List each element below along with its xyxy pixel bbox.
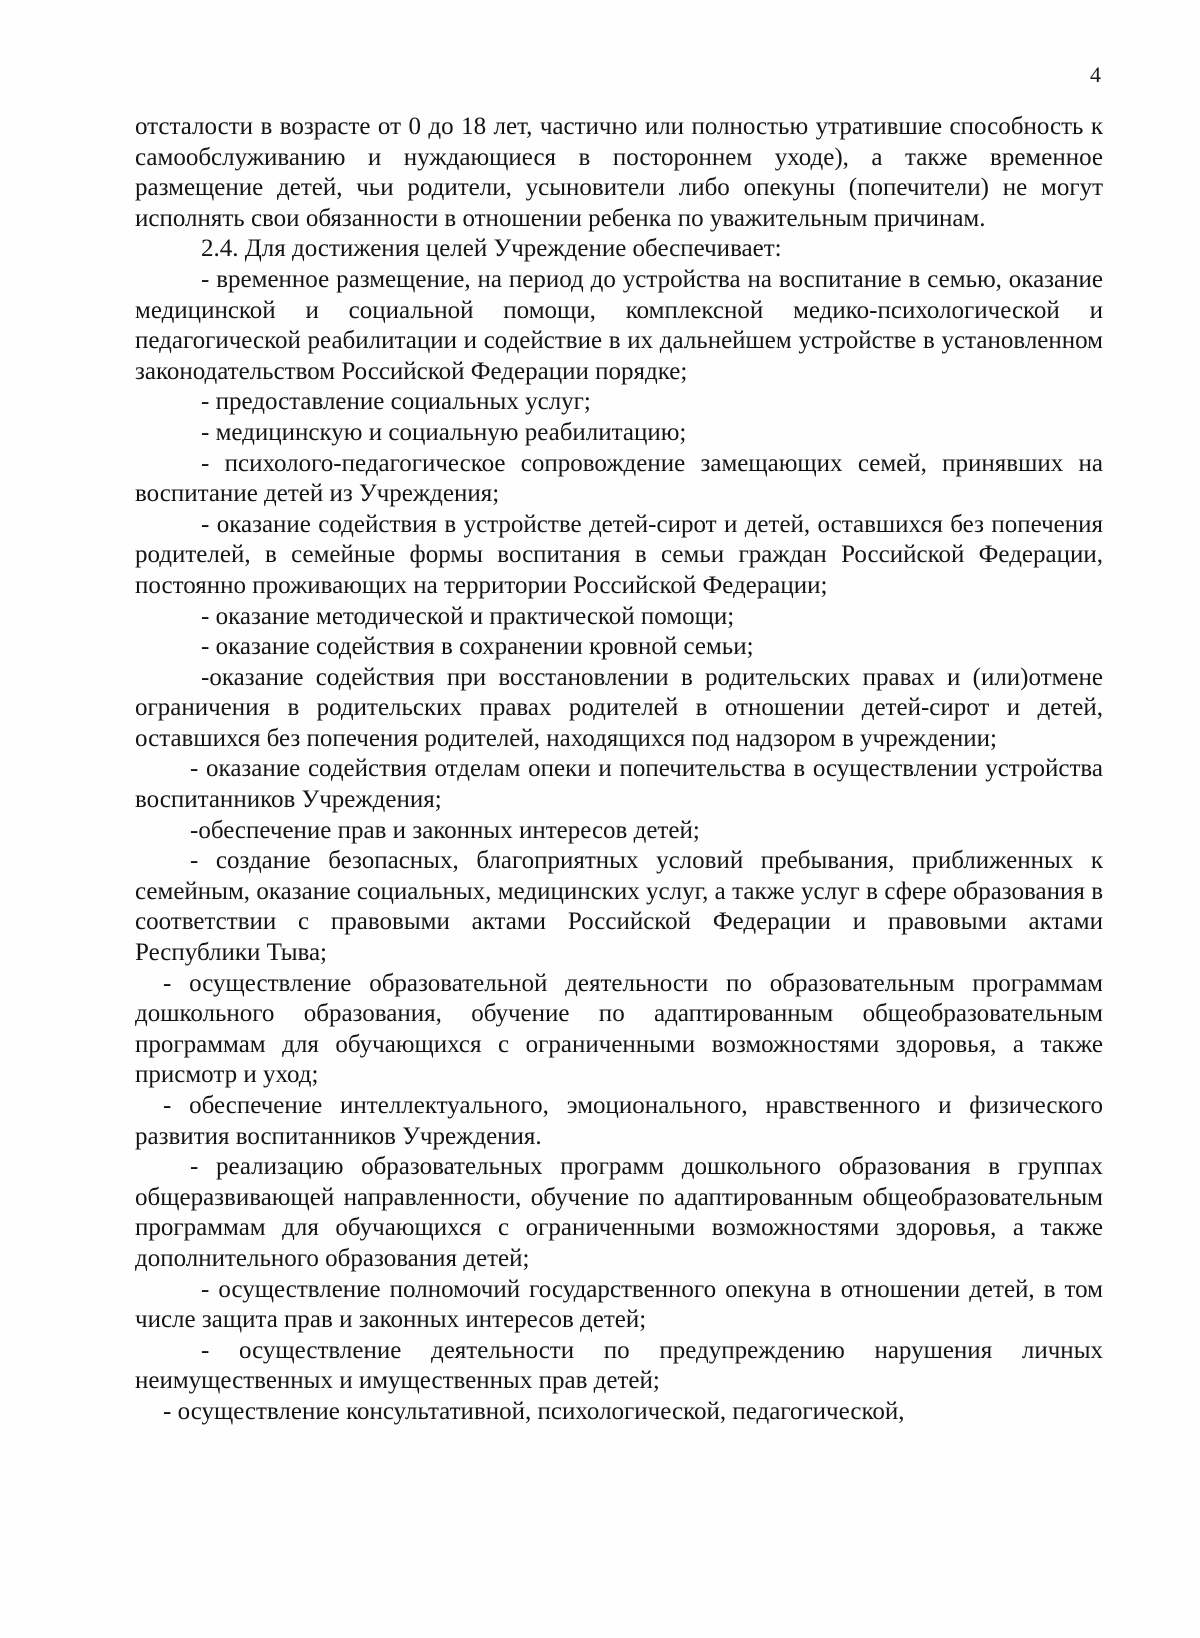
- list-item: -оказание содействия при восстановлении в родительских правах и (или)отмене ограничения в родительских правах родителей в отношении детей-сирот и детей, оставшихся без попечения родителей, находящихся под надзором в учреждении;: [135, 663, 1103, 752]
- list-item: - осуществление деятельности по предупреждению нарушения личных неимущественных и имущественных прав детей;: [135, 1336, 1103, 1395]
- list-item: - создание безопасных, благоприятных условий пребывания, приближенных к семейным, оказание социальных, медицинских услуг, а также услуг в сфере образования в соответствии с правовыми актами Российской Федерации и правовыми актами Республики Тыва;: [135, 847, 1103, 967]
- list-item: - осуществление консультативной, психологической, педагогической,: [163, 1397, 905, 1425]
- list-item: - реализацию образовательных программ дошкольного образования в группах общеразвивающей направленности, обучение по адаптированным общеобразовательным программам для обучающихся с ограниченными возможностями здоровья, а также дополнительного образования детей;: [135, 1153, 1103, 1272]
- list-item: - оказание содействия отделам опеки и попечительства в осуществлении устройства воспитанников Учреждения;: [135, 755, 1103, 814]
- list-item: - медицинскую и социальную реабилитацию;: [201, 418, 687, 446]
- list-item: - психолого-педагогическое сопровождение замещающих семей, принявших на воспитание детей из Учреждения;: [135, 449, 1103, 508]
- document-body: [135, 112, 1103, 1428]
- page-number: 4: [1090, 62, 1101, 87]
- list-item: - осуществление образовательной деятельности по образовательным программам дошкольного образования, обучение по адаптированным общеобразовательным программам для обучающихся с ограниченными возможностями здоровья, а также присмотр и уход;: [135, 969, 1103, 1089]
- list-item: - оказание содействия в сохранении кровной семьи;: [201, 633, 754, 661]
- paragraph-continuation: отсталости в возрасте от 0 до 18 лет, частично или полностью утратившие способность к самообслуживанию и нуждающиеся в постороннем уходе), а также временное размещение детей, чьи родители, усыновители либо опекуны (попечители) не могут исполнять свои обязанности в отношении ребенка по уважительным причинам.: [135, 113, 1103, 232]
- paragraph-section-heading: 2.4. Для достижения целей Учреждение обеспечивает:: [201, 235, 782, 263]
- list-item: - временное размещение, на период до устройства на воспитание в семью, оказание медицинской и социальной помощи, комплексной медико-психологической и педагогической реабилитации и содействие в их дальнейшем устройстве в установленном законодательством Российской Федерации порядке;: [135, 265, 1103, 385]
- list-item: - оказание методической и практической помощи;: [201, 602, 735, 630]
- list-item: - оказание содействия в устройстве детей-сирот и детей, оставшихся без попечения родителей, в семейные формы воспитания в семьи граждан Российской Федерации, постоянно проживающих на территории Российской Федерации;: [135, 510, 1103, 599]
- list-item: -обеспечение прав и законных интересов детей;: [190, 816, 700, 844]
- list-item: - осуществление полномочий государственного опекуна в отношении детей, в том числе защита прав и законных интересов детей;: [135, 1275, 1103, 1334]
- list-item: - предоставление социальных услуг;: [201, 388, 591, 416]
- list-item: - обеспечение интеллектуального, эмоционального, нравственного и физического развития воспитанников Учреждения.: [135, 1092, 1103, 1150]
